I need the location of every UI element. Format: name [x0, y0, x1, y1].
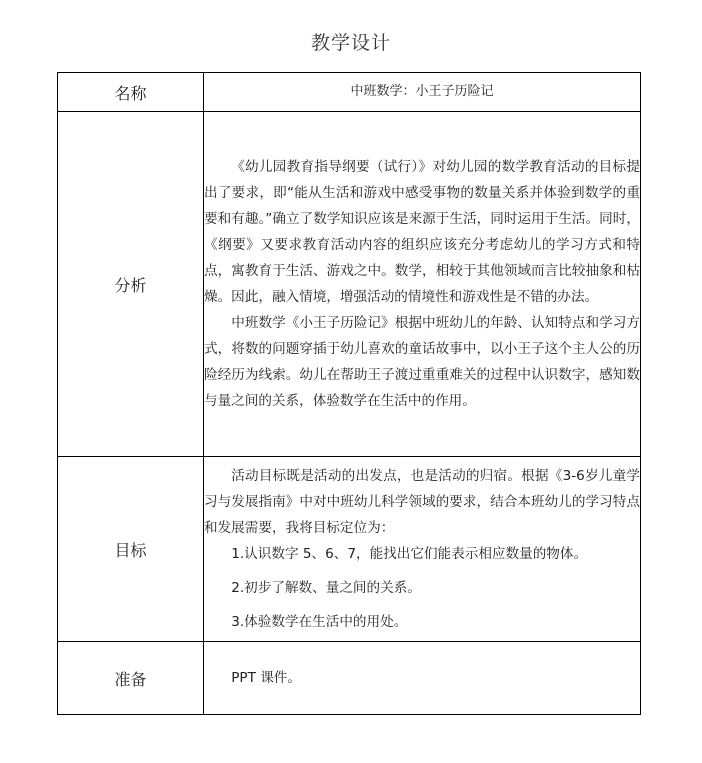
analysis-label: 分析: [58, 112, 204, 457]
preparation-content: [204, 642, 641, 715]
goals-intro: 活动目标既是活动的出发点，也是活动的归宿。根据《3-6岁儿童学习与发展指南》中对中班幼儿科学领域的要求，结合本班幼儿的学习特点和发展需要，我将目标定位为：: [204, 468, 640, 536]
goal-item: 2.初步了解数、量之间的关系。: [231, 580, 421, 596]
preparation-label: 准备: [58, 642, 204, 715]
name-label: 名称: [58, 73, 204, 112]
document-title: 教学设计: [310, 32, 391, 54]
analysis-content: [204, 112, 641, 457]
teaching-design-table: [57, 72, 641, 715]
name-value: 中班数学：小王子历险记: [204, 73, 641, 112]
goals-label: 目标: [58, 457, 204, 642]
preparation-value: PPT 课件。: [231, 670, 301, 686]
analysis-paragraph: 《幼儿园教育指导纲要（试行）》对幼儿园的数学教育活动的目标提出了要求，即“能从生活和游戏中感受事物的数量关系并体验到数学的重要和有趣。”确立了数学知识应该是来源于生活，同时运用于生活。同时，《纲要》又要求教育活动内容的组织应该充分考虑幼儿的学习方式和特点，寓教育于生活、游戏之中。数学，相较于其他领域而言比较抽象和枯燥。因此，融入情境，增强活动的情境性和游戏性是不错的办法。: [204, 159, 640, 305]
table-row-analysis: [58, 112, 641, 457]
table-row-preparation: [58, 642, 641, 715]
table-row-name: [58, 73, 641, 112]
goals-content: [204, 457, 641, 642]
goal-item: 3.体验数学在生活中的用处。: [231, 614, 408, 630]
table-row-goals: [58, 457, 641, 642]
analysis-paragraph: 中班数学《小王子历险记》根据中班幼儿的年龄、认知特点和学习方式，将数的问题穿插于幼儿喜欢的童话故事中，以小王子这个主人公的历险经历为线索。幼儿在帮助王子渡过重重难关的过程中认识数字，感知数与量之间的关系，体验数学在生活中的作用。: [204, 315, 640, 409]
goal-item: 1.认识数字 5、6、7，能找出它们能表示相应数量的物体。: [231, 546, 588, 562]
